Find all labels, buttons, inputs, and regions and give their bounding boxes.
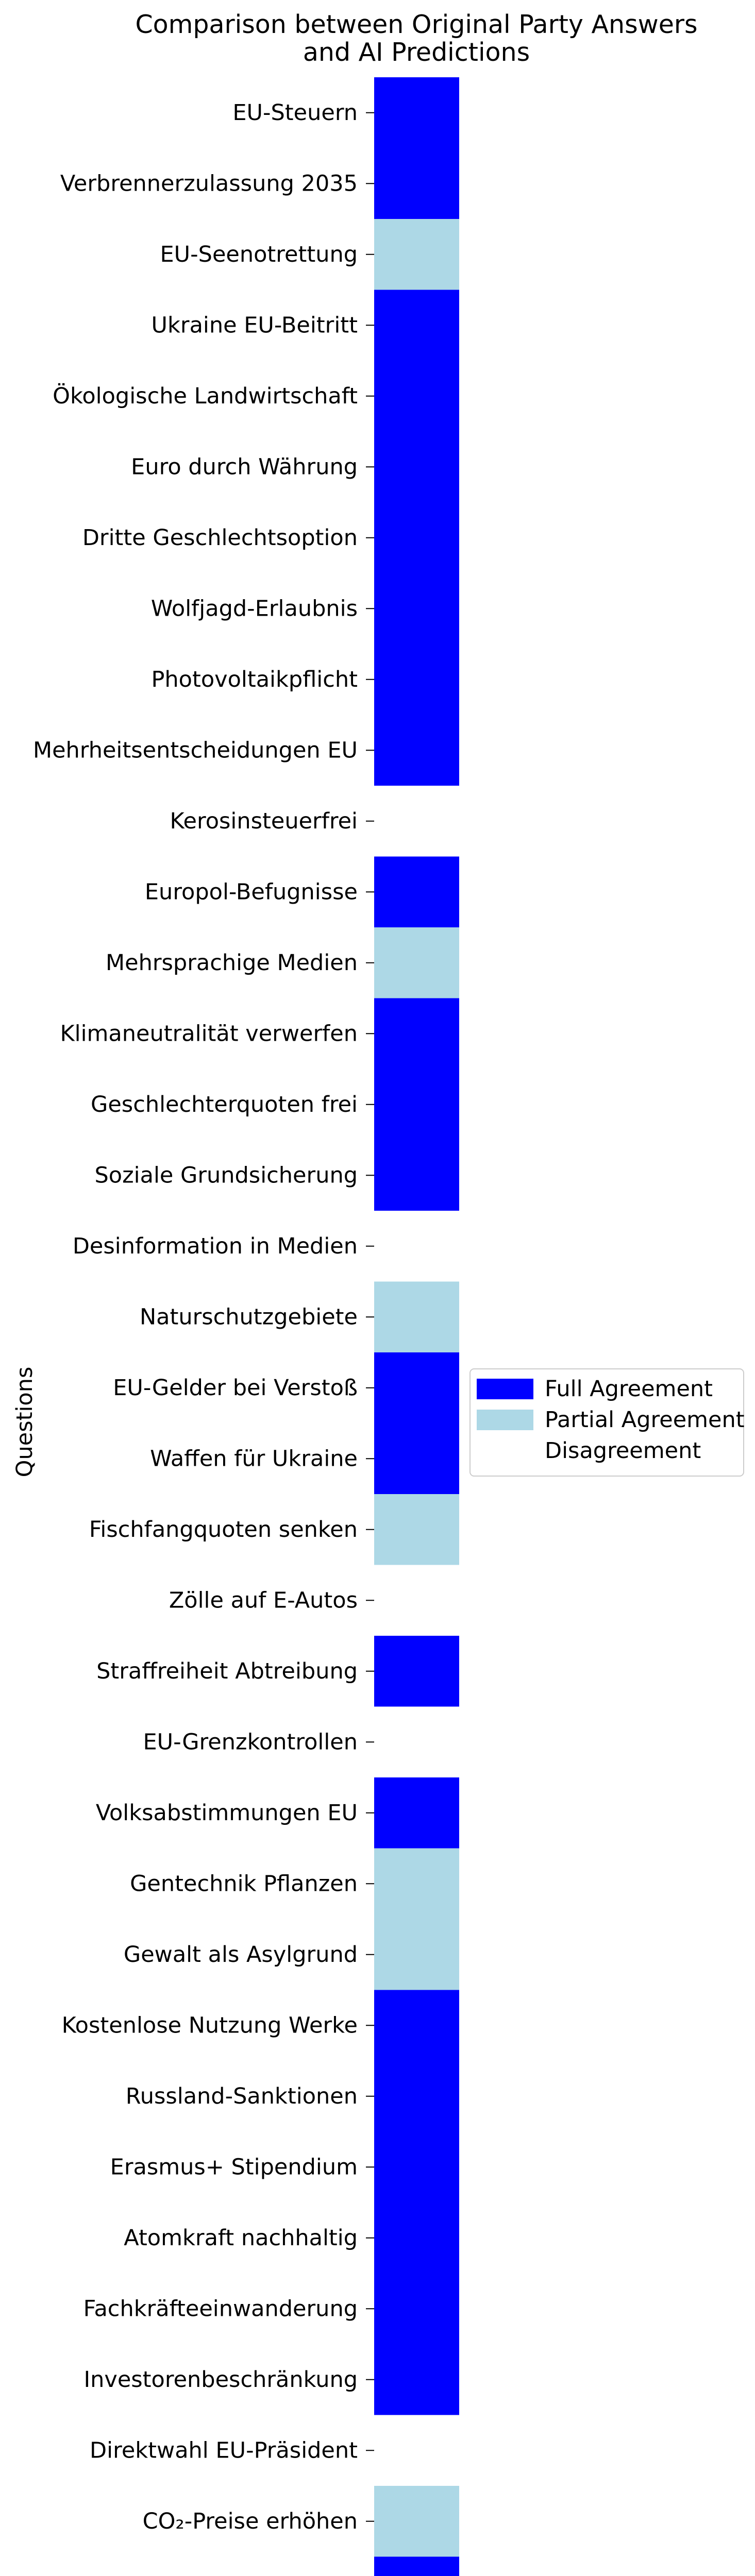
y-tick-label-co2-preise-erho-hen: CO₂-Preise erhöhen (142, 2508, 358, 2534)
y-tick-label-mehrheitsentscheidungen-eu: Mehrheitsentscheidungen EU (32, 737, 358, 764)
y-axis-label: Questions (12, 1366, 38, 1478)
heatmap-cell-atomkraft-nachhaltig (374, 2202, 459, 2274)
y-tick-label-russland-sanktionen: Russland-Sanktionen (125, 2083, 358, 2109)
y-tick-label-gentechnik-pflanzen: Gentechnik Pflanzen (130, 1871, 358, 1897)
heatmap-cell-mehrsprachige-medien (374, 927, 459, 998)
y-tick-label-fachkra-fteeinwanderung: Fachkräfteeinwanderung (83, 2296, 358, 2322)
y-tick-label-eu-seenotrettung: EU-Seenotrettung (160, 241, 358, 267)
y-tick-label-ukraine-eu-beitritt: Ukraine EU-Beitritt (151, 312, 358, 338)
y-tick-label-eu-grenzkontrollen: EU-Grenzkontrollen (143, 1729, 358, 1755)
y-tick-label-o-kologische-landwirtschaft: Ökologische Landwirtschaft (53, 383, 358, 409)
y-tick-label-volksabstimmungen-eu: Volksabstimmungen EU (95, 1800, 358, 1826)
y-tick-label-klimaneutralita-t-verwerfen: Klimaneutralität verwerfen (60, 1021, 358, 1047)
heatmap-cell-eu-gelder-bei-versto (374, 1352, 459, 1423)
heatmap-cell-straffreiheit-abtreibung (374, 1636, 459, 1707)
y-tick-label-geschlechterquoten-frei: Geschlechterquoten frei (91, 1091, 358, 1117)
y-tick-label-eu-steuern: EU-Steuern (232, 99, 358, 126)
y-tick-label-verbrennerzulassung-2035: Verbrennerzulassung 2035 (60, 171, 358, 197)
y-tick-label-straffreiheit-abtreibung: Straffreiheit Abtreibung (96, 1658, 358, 1684)
heatmap-cell-verbrennerzulassung-2035 (374, 148, 459, 219)
heatmap-cell-soziale-grundsicherung (374, 1140, 459, 1211)
heatmap-cell-dritte-geschlechtsoption (374, 502, 459, 573)
y-tick-label-euro-durch-wa-hrung: Euro durch Währung (131, 454, 358, 480)
heatmap-cell-kerosinsteuerfrei (374, 786, 459, 857)
chart-title-line-1: Comparison between Original Party Answers (135, 10, 698, 39)
y-tick-label-wolfjagd-erlaubnis: Wolfjagd-Erlaubnis (150, 596, 358, 622)
heatmap-cell-eu-grenzkontrollen (374, 1707, 459, 1778)
heatmap-cell-photovoltaikpflicht (374, 644, 459, 715)
heatmap-cell-gewalt-als-asylgrund (374, 1919, 459, 1990)
heatmap-cell-wolfjagd-erlaubnis (374, 573, 459, 645)
heatmap-cell-erasmus-stipendium (374, 2132, 459, 2203)
y-tick-label-europol-befugnisse: Europol-Befugnisse (144, 879, 358, 905)
heatmap-cell-gentechnik-pflanzen (374, 1849, 459, 1920)
y-axis-ticks (33, 100, 374, 2576)
heatmap-cell-o-kologische-landwirtschaft (374, 361, 459, 432)
heatmap-cell-klimaneutralita-t-verwerfen (374, 998, 459, 1070)
heatmap-cell-mehrheitsentscheidungen-eu (374, 715, 459, 786)
y-tick-label-waffen-fu-r-ukraine: Waffen für Ukraine (150, 1446, 358, 1472)
heatmap-cell-russland-sanktionen (374, 2061, 459, 2132)
y-tick-label-zo-lle-auf-e-autos: Zölle auf E-Autos (169, 1587, 358, 1614)
heatmap-cell-europol-befugnisse (374, 857, 459, 928)
y-tick-label-investorenbeschra-nkung: Investorenbeschränkung (83, 2366, 358, 2393)
legend (470, 1369, 745, 1476)
y-tick-label-kostenlose-nutzung-werke: Kostenlose Nutzung Werke (61, 2012, 358, 2039)
legend-swatch-full-agreement (477, 1379, 533, 1399)
y-tick-label-naturschutzgebiete: Naturschutzgebiete (139, 1304, 358, 1330)
legend-label-disagreement: Disagreement (545, 1438, 701, 1464)
heatmap-cell-geschlechterquoten-frei (374, 1069, 459, 1140)
heatmap-cells (374, 77, 459, 2576)
y-tick-label-dritte-geschlechtsoption: Dritte Geschlechtsoption (82, 524, 358, 551)
y-tick-label-photovoltaikpflicht: Photovoltaikpflicht (151, 666, 358, 692)
y-tick-label-soziale-grundsicherung: Soziale Grundsicherung (94, 1162, 358, 1189)
heatmap-cell-naturschutzgebiete (374, 1282, 459, 1353)
y-tick-label-direktwahl-eu-pra-sident: Direktwahl EU-Präsident (90, 2437, 358, 2464)
heatmap-cell-kostenlose-nutzung-werke (374, 1990, 459, 2061)
chart-title-line-2: and AI Predictions (303, 38, 530, 67)
y-tick-label-fischfangquoten-senken: Fischfangquoten senken (89, 1516, 358, 1543)
y-tick-label-eu-gelder-bei-versto: EU-Gelder bei Verstoß (113, 1375, 358, 1401)
heatmap-cell-volksabstimmungen-eu (374, 1777, 459, 1849)
legend-swatch-disagreement (477, 1440, 533, 1461)
heatmap-cell-co2-preise-erho-hen (374, 2486, 459, 2557)
legend-label-partial-agreement: Partial Agreement (545, 1407, 745, 1433)
y-tick-label-desinformation-in-medien: Desinformation in Medien (72, 1233, 358, 1259)
y-tick-label-erasmus-stipendium: Erasmus+ Stipendium (110, 2154, 358, 2180)
heatmap-cell-asylantrag-vor-grenze (374, 2557, 459, 2576)
legend-swatch-partial-agreement (477, 1410, 533, 1430)
y-tick-label-gewalt-als-asylgrund: Gewalt als Asylgrund (123, 1941, 358, 1968)
heatmap-cell-direktwahl-eu-pra-sident (374, 2415, 459, 2486)
legend-label-full-agreement: Full Agreement (545, 1376, 713, 1402)
heatmap-cell-zo-lle-auf-e-autos (374, 1565, 459, 1636)
heatmap-cell-eu-seenotrettung (374, 219, 459, 290)
heatmap-cell-desinformation-in-medien (374, 1211, 459, 1282)
y-tick-label-kerosinsteuerfrei: Kerosinsteuerfrei (170, 808, 358, 834)
heatmap-cell-fischfangquoten-senken (374, 1494, 459, 1565)
heatmap-cell-ukraine-eu-beitritt (374, 290, 459, 361)
heatmap-cell-investorenbeschra-nkung (374, 2344, 459, 2415)
y-tick-label-mehrsprachige-medien: Mehrsprachige Medien (106, 950, 358, 976)
heatmap-cell-eu-steuern (374, 77, 459, 148)
heatmap-cell-waffen-fu-r-ukraine (374, 1423, 459, 1495)
y-tick-label-atomkraft-nachhaltig: Atomkraft nachhaltig (124, 2225, 358, 2251)
heatmap-cell-fachkra-fteeinwanderung (374, 2274, 459, 2345)
heatmap-cell-euro-durch-wa-hrung (374, 432, 459, 503)
